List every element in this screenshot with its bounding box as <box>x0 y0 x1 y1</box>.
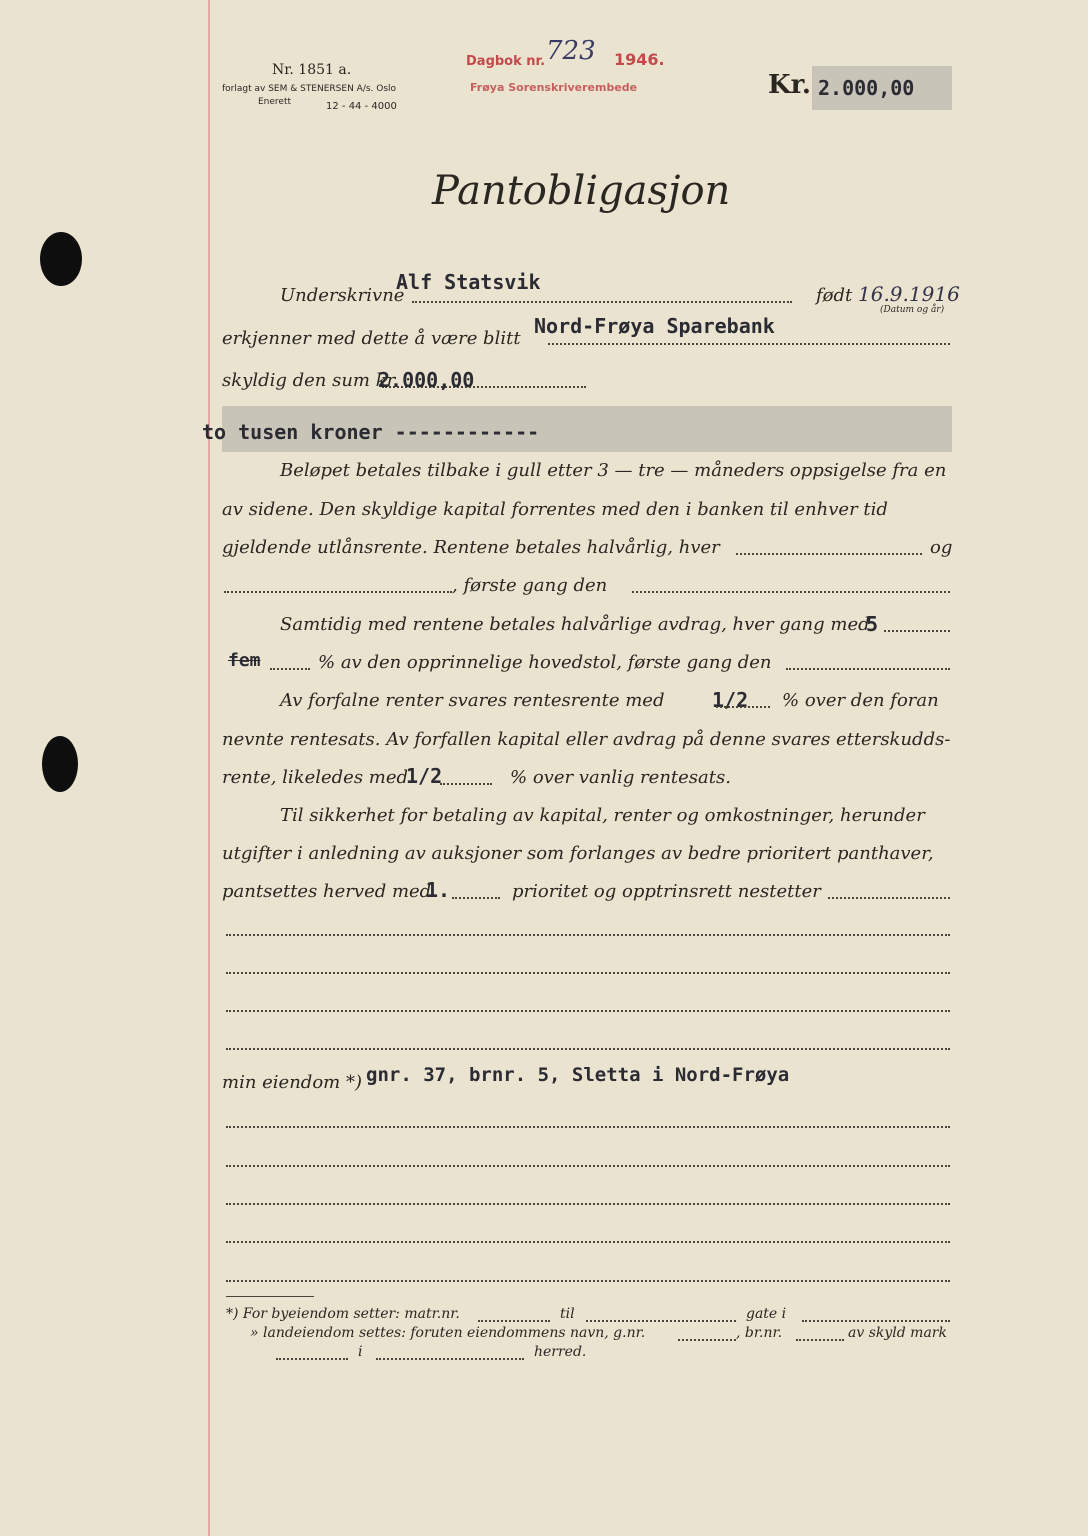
publisher-enerett: Enerett <box>258 97 292 107</box>
p1-line3: gjeldende utlånsrente. Rentene betales halvårlig, hver <box>222 537 720 558</box>
footnote-i: i <box>358 1344 363 1360</box>
p2-line2-dots-b <box>786 668 950 670</box>
stamp-number: 723 <box>546 36 596 66</box>
sum-value: 2.000,00 <box>378 368 475 392</box>
p3-line3-dots <box>440 783 492 785</box>
blank-line <box>226 1203 950 1205</box>
footnote-line1: *) For byeiendom setter: matr.nr. <box>226 1306 460 1322</box>
publisher-line: forlagt av SEM & STENERSEN A/s. Oslo <box>222 84 397 94</box>
publisher-code: 12 - 44 - 4000 <box>326 101 397 112</box>
punch-hole <box>40 232 82 286</box>
p1-line4: , første gang den <box>452 575 608 596</box>
eiendom-value: gnr. 37, brnr. 5, Sletta i Nord-Frøya <box>366 1064 790 1086</box>
footnote-brnr: , br.nr. <box>736 1325 783 1341</box>
p4-line3-dots-a <box>452 897 500 899</box>
p2-line2-dots-a <box>270 668 310 670</box>
p2-value-num: 5 <box>866 612 879 636</box>
footnote-gate: gate i <box>746 1306 787 1322</box>
fodt-label: født <box>816 285 853 306</box>
p4-line3-dots-b <box>828 897 950 899</box>
p3-value1: 1/2 <box>712 688 749 712</box>
p4-value: 1. <box>426 878 451 902</box>
blank-line <box>226 1280 950 1282</box>
p3-line2: nevnte rentesats. Av forfallen kapital eller avdrag på denne svares etterskudds- <box>222 729 951 750</box>
stamp-office: Frøya Sorenskriverembede <box>470 81 638 94</box>
punch-hole <box>42 736 78 792</box>
p1-line1: Beløpet betales tilbake i gull etter 3 — tre — måneders oppsigelse fra en <box>280 460 947 481</box>
footnote-dots <box>678 1339 736 1341</box>
footnote-skyld: av skyld mark <box>848 1325 947 1341</box>
footnote-herred: herred. <box>534 1344 587 1360</box>
footnote-til: til <box>560 1306 575 1322</box>
p4-line2: utgifter i anledning av auksjoner som forlanges av bedre prioritert panthaver, <box>222 843 934 864</box>
margin-line <box>208 0 210 1536</box>
p1-line4-dots-a <box>224 591 452 593</box>
p3-line3b: % over vanlig rentesats. <box>510 767 731 788</box>
p3-line1b: % over den foran <box>782 690 939 711</box>
footnote-line2: » landeiendom settes: foruten eiendommens navn, g.nr. <box>250 1325 646 1341</box>
footnote-dots <box>586 1320 736 1322</box>
p3-line1-dots <box>716 706 770 708</box>
skyldig-label: skyldig den sum kr. <box>222 370 399 391</box>
blank-line <box>226 1048 950 1050</box>
p4-line1: Til sikkerhet for betaling av kapital, renter og omkostninger, herunder <box>280 805 925 826</box>
eiendom-label: min eiendom *) <box>222 1072 362 1093</box>
p3-line1: Av forfalne renter svares rentesrente med <box>280 690 665 711</box>
p2-line1-dots <box>884 630 950 632</box>
blank-line <box>226 1241 950 1243</box>
p2-line2: % av den opprinnelige hovedstol, første gang den <box>318 652 772 673</box>
underskrivne-dots <box>412 301 792 303</box>
p1-line2: av sidene. Den skyldige kapital forrentes med den i banken til enhver tid <box>222 499 888 520</box>
sum-words: to tusen kroner ------------ <box>202 420 540 444</box>
stamp-year: 1946. <box>614 50 665 69</box>
underskrivne-value: Alf Statsvik <box>396 270 541 294</box>
p3-value2: 1/2 <box>406 764 443 788</box>
p2-line1: Samtidig med rentene betales halvårlige avdrag, hver gang med <box>280 614 870 635</box>
p4-line3: pantsettes herved med <box>222 881 432 902</box>
blank-line <box>226 1165 950 1167</box>
p3-line3: rente, likeledes med <box>222 767 409 788</box>
p2-value-word: fem <box>228 650 261 671</box>
footnote-rule <box>226 1296 314 1297</box>
footnote-dots <box>376 1358 524 1360</box>
form-number: Nr. 1851 a. <box>272 62 352 78</box>
blank-line <box>226 934 950 936</box>
creditor-value: Nord-Frøya Sparebank <box>534 314 775 338</box>
p1-line3-og: og <box>930 537 953 558</box>
footnote-dots <box>478 1320 550 1322</box>
erkjenner-dots <box>548 343 950 345</box>
p1-line4-dots-b <box>632 591 950 593</box>
blank-line <box>226 972 950 974</box>
footnote-dots <box>276 1358 348 1360</box>
p1-line3-dots <box>736 553 922 555</box>
blank-line <box>226 1126 950 1128</box>
page-title: Pantobligasjon <box>432 168 731 214</box>
footnote-dots <box>802 1320 950 1322</box>
datum-hint: (Datum og år) <box>880 305 945 315</box>
footnote-dots <box>796 1339 844 1341</box>
blank-line <box>226 1010 950 1012</box>
stamp-dagbok: Dagbok nr. <box>466 54 546 69</box>
amount-prefix: Kr. <box>768 70 811 100</box>
amount-value: 2.000,00 <box>818 76 915 100</box>
underskrivne-label: Underskrivne <box>280 285 405 306</box>
erkjenner-label: erkjenner med dette å være blitt <box>222 328 521 349</box>
fodt-value: 16.9.1916 <box>858 282 960 306</box>
p4-line3b: prioritet og opptrinsrett nestetter <box>512 881 821 902</box>
